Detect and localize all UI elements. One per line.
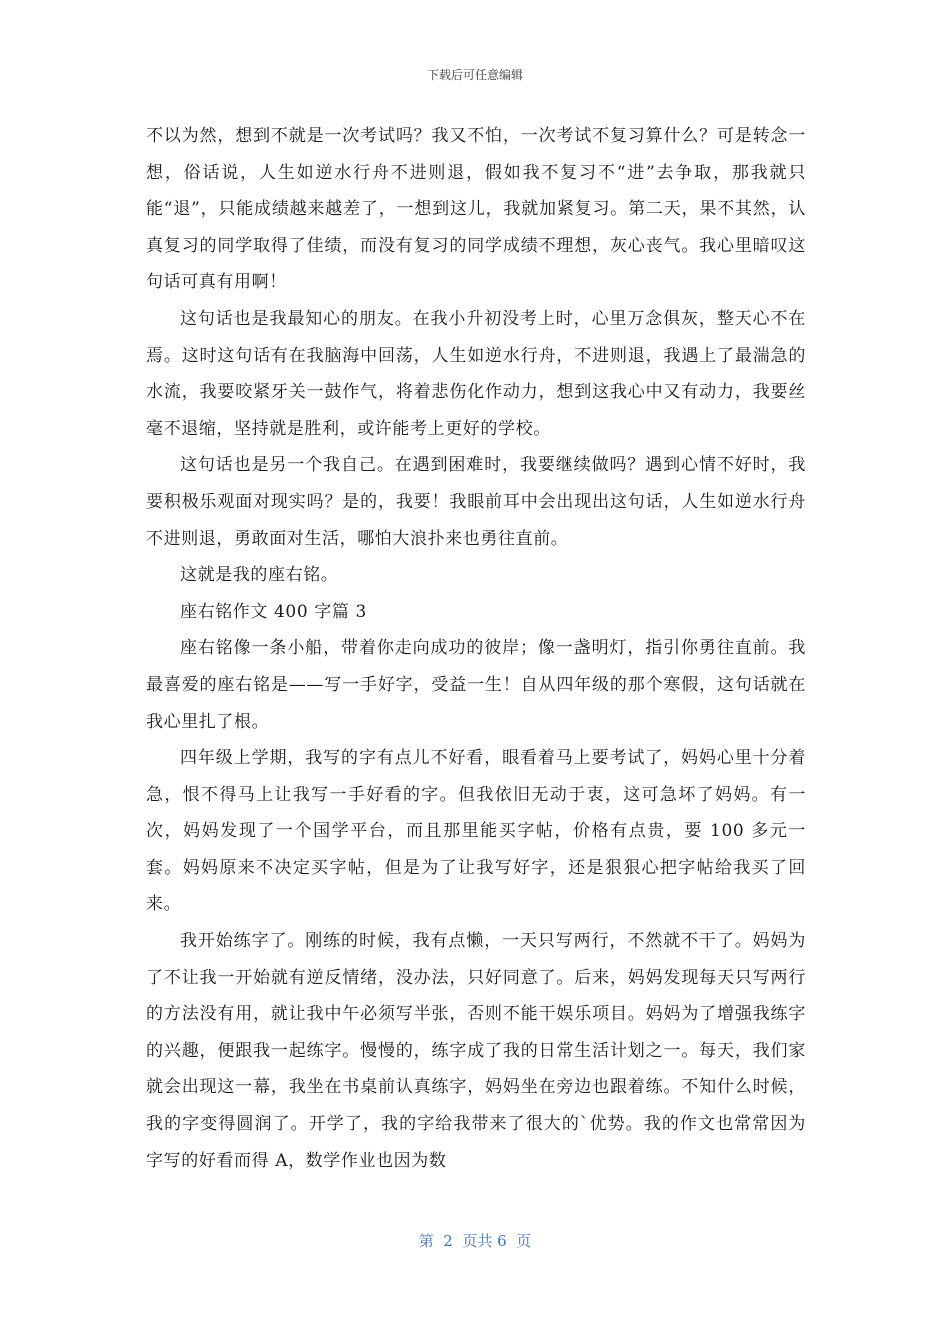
- paragraph: 这就是我的座右铭。: [180, 565, 339, 586]
- paragraph: 我开始练字了。刚练的时候，我有点懒，一天只写两行，不然就不干了。妈妈为了不让我一开始就有逆反情绪，没办法，只好同意了。后来，妈妈发现每天只写两行的方法没有用，就让我中午必须写半张，否则不能干娱乐项目。妈妈为了增强我练字的兴趣，便跟我一起练字。慢慢的，练字成了我的日常生活计划之一。每天，我们家就会出现这一幕，我坐在书桌前认真练字，妈妈坐在旁边也跟着练。不知什么时候，我的字变得圆润了。开学了，我的字给我带来了很大的`优势。我的作文也常常因为字写的好看而得 A，数学作业也因为数: [146, 931, 806, 1171]
- paragraph: 这句话也是另一个我自己。在遇到困难时，我要继续做吗？遇到心情不好时，我要积极乐观面对现实吗？是的，我要！我眼前耳中会出现出这句话，人生如逆水行舟不进则退，勇敢面对生活，哪怕大浪扑来也勇往直前。: [146, 455, 806, 549]
- section-heading: 座右铭作文 400 字篇 3: [180, 601, 367, 622]
- document-body: [146, 118, 806, 1179]
- paragraph: 四年级上学期，我写的字有点儿不好看，眼看着马上要考试了，妈妈心里十分着急，恨不得马上让我写一手好看的字。但我依旧无动于衷，这可急坏了妈妈。有一次，妈妈发现了一个国学平台，而且那里能买字帖，价格有点贵，要 100 多元一套。妈妈原来不决定买字帖，但是为了让我写好字，还是狠狠心把字帖给我买了回来。: [146, 748, 806, 915]
- paragraph: 不以为然，想到不就是一次考试吗？我又不怕，一次考试不复习算什么？可是转念一想，俗话说，人生如逆水行舟不进则退，假如我不复习不“进”去争取，那我就只能“退”，只能成绩越来越差了，一想到这儿，我就加紧复习。第二天，果不其然，认真复习的同学取得了佳绩，而没有复习的同学成绩不理想，灰心丧气。我心里暗叹这句话可真有用啊！: [146, 126, 806, 293]
- paragraph: 座右铭像一条小船，带着你走向成功的彼岸；像一盏明灯，指引你勇往直前。我最喜爱的座右铭是——写一手好字，受益一生！自从四年级的那个寒假，这句话就在我心里扎了根。: [146, 638, 806, 732]
- page-number-footer: 第 2 页共 6 页: [418, 1232, 532, 1250]
- paragraph: 这句话也是我最知心的朋友。在我小升初没考上时，心里万念俱灰，整天心不在焉。这时这句话有在我脑海中回荡，人生如逆水行舟，不进则退，我遇上了最湍急的水流，我要咬紧牙关一鼓作气，将着悲伤化作动力，想到这我心中又有动力，我要丝毫不退缩，坚持就是胜利，或许能考上更好的学校。: [146, 308, 806, 439]
- page-header: 下载后可任意编辑: [426, 68, 523, 82]
